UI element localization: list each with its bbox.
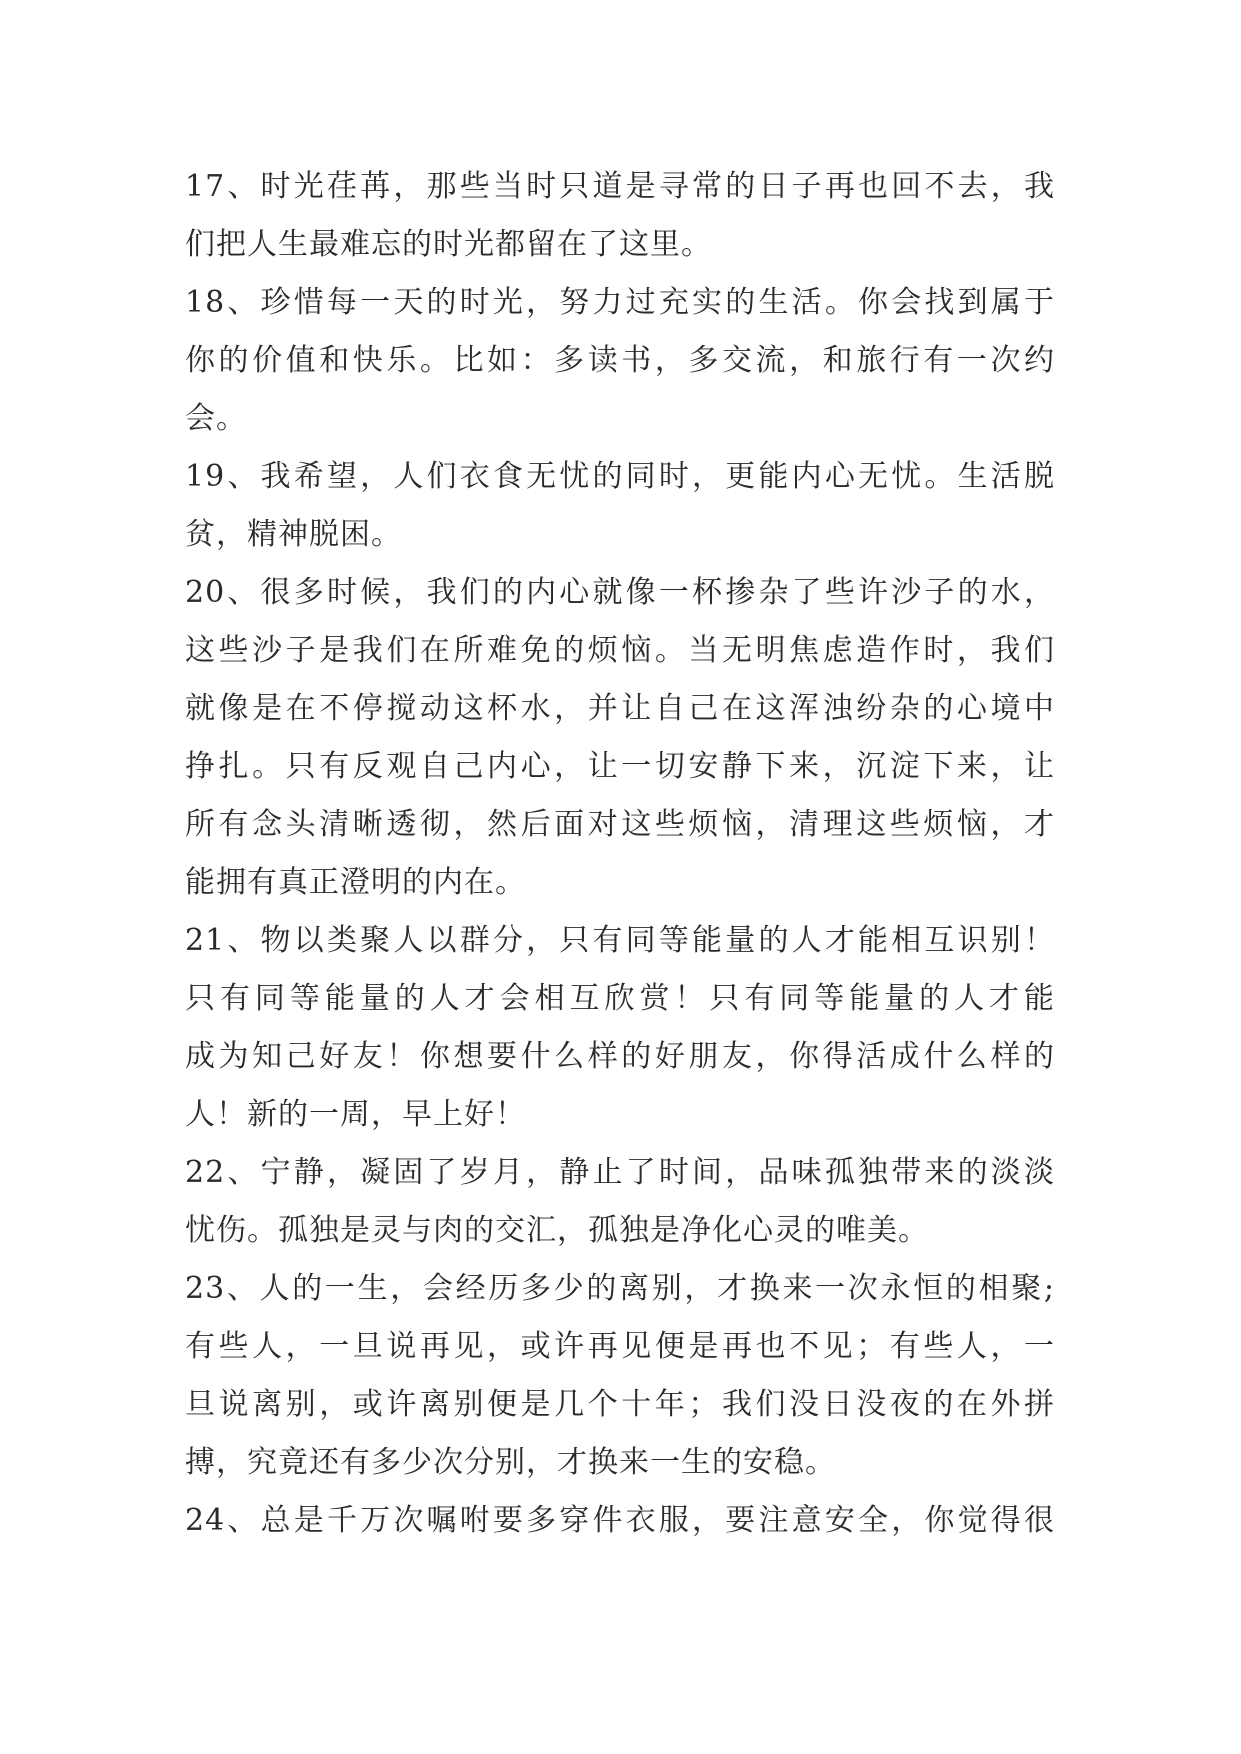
text-line: 忧伤。孤独是灵与肉的交汇，孤独是净化心灵的唯美。 <box>185 1213 929 1248</box>
text-line: 贫，精神脱困。 <box>185 517 402 552</box>
text-line: 能拥有真正澄明的内在。 <box>185 865 526 900</box>
text-line: 成为知己好友！你想要什么样的好朋友，你得活成什么样的 <box>185 1039 1055 1074</box>
document-body <box>185 158 1055 1550</box>
text-line: 就像是在不停搅动这杯水，并让自己在这浑浊纷杂的心境中 <box>185 691 1055 726</box>
text-line: 22、宁静，凝固了岁月，静止了时间，品味孤独带来的淡淡 <box>185 1155 1055 1190</box>
quote-entry-20 <box>185 564 1055 912</box>
quote-entry-21 <box>185 912 1055 1144</box>
text-line: 20、很多时候，我们的内心就像一杯掺杂了些许沙子的水， <box>185 575 1055 610</box>
quote-entry-18 <box>185 274 1055 448</box>
text-line: 只有同等能量的人才会相互欣赏！只有同等能量的人才能 <box>185 981 1055 1016</box>
text-line: 这些沙子是我们在所难免的烦恼。当无明焦虑造作时，我们 <box>185 633 1055 668</box>
text-line: 们把人生最难忘的时光都留在了这里。 <box>185 227 712 262</box>
text-line: 23、人的一生，会经历多少的离别，才换来一次永恒的相聚; <box>185 1271 1055 1306</box>
text-line: 搏，究竟还有多少次分别，才换来一生的安稳。 <box>185 1445 836 1480</box>
quote-entry-17 <box>185 158 1055 274</box>
text-line: 会。 <box>185 401 247 436</box>
text-line: 24、总是千万次嘱咐要多穿件衣服，要注意安全，你觉得很 <box>185 1503 1055 1538</box>
text-line: 旦说离别，或许离别便是几个十年；我们没日没夜的在外拼 <box>185 1387 1055 1422</box>
text-line: 挣扎。只有反观自己内心，让一切安静下来，沉淀下来，让 <box>185 749 1055 784</box>
text-line: 17、时光荏苒，那些当时只道是寻常的日子再也回不去，我 <box>185 169 1055 204</box>
quote-entry-22 <box>185 1144 1055 1260</box>
text-line: 21、物以类聚人以群分，只有同等能量的人才能相互识别！ <box>185 923 1055 958</box>
text-line: 有些人，一旦说再见，或许再见便是再也不见；有些人，一 <box>185 1329 1055 1364</box>
quote-entry-23 <box>185 1260 1055 1492</box>
text-line: 19、我希望，人们衣食无忧的同时，更能内心无忧。生活脱 <box>185 459 1055 494</box>
text-line: 你的价值和快乐。比如：多读书，多交流，和旅行有一次约 <box>185 343 1055 378</box>
text-line: 所有念头清晰透彻，然后面对这些烦恼，清理这些烦恼，才 <box>185 807 1055 842</box>
text-line: 18、珍惜每一天的时光，努力过充实的生活。你会找到属于 <box>185 285 1055 320</box>
quote-entry-19 <box>185 448 1055 564</box>
text-line: 人！新的一周，早上好！ <box>185 1097 526 1132</box>
quote-entry-24 <box>185 1492 1055 1550</box>
